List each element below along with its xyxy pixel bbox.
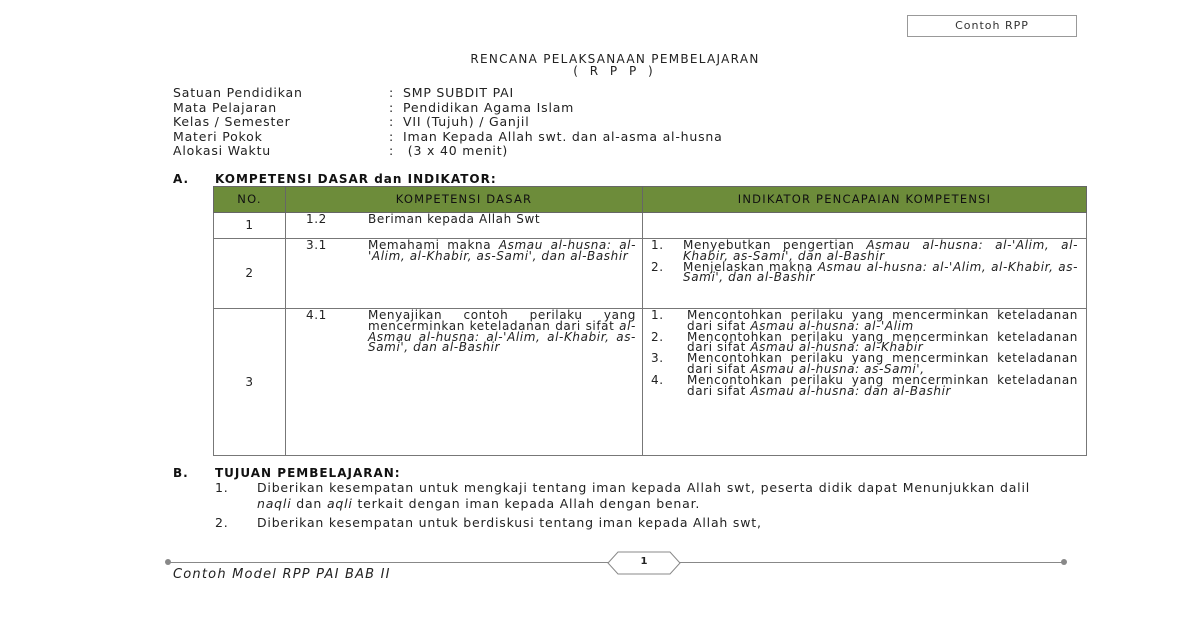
list-item: 1. Diberikan kesempatan untuk mengkaji tentang iman kepada Allah swt, peserta didik dapat Menunjukkan dalil naqli dan aqli terkait dengan iman kepada Allah dengan benar. <box>215 480 1030 511</box>
footer-text: Contoh Model RPP PAI BAB II <box>173 567 391 582</box>
meta-row: Alokasi Waktu : (3 x 40 menit) <box>173 143 509 159</box>
page-number: 1 <box>640 556 648 567</box>
indicator-item: 1. Mencontohkan perilaku yang mencerminkan keteladanan dari sifat Asmau al-husna: al-'Alim <box>651 308 1078 333</box>
meta-value: Iman Kepada Allah swt. dan al-asma al-husna <box>403 128 723 144</box>
indicator-item: 2. Menjelaskan makna Asmau al-husna: al-'Alim, al-Khabir, as-Sami', dan al-Bashir <box>651 259 1078 285</box>
kd-text: Beriman kepada Allah Swt <box>368 212 541 226</box>
meta-row: Kelas / Semester : VII (Tujuh) / Ganjil <box>173 114 530 130</box>
footer-dot-right <box>1061 559 1067 565</box>
kd-number: 1.2 <box>306 212 327 226</box>
meta-row: Satuan Pendidikan : SMP SUBDIT PAI <box>173 85 514 100</box>
table-row <box>214 213 1087 239</box>
meta-label: Mata Pelajaran <box>173 99 277 115</box>
table-row <box>214 309 1087 456</box>
meta-label: Alokasi Waktu <box>173 143 271 159</box>
row-number: 1 <box>214 213 286 239</box>
meta-row: Mata Pelajaran : Pendidikan Agama Islam <box>173 99 575 115</box>
document-title: RENCANA PELAKSANAAN PEMBELAJARAN <box>470 52 760 66</box>
identity-block <box>173 86 723 159</box>
competency-table <box>213 186 1087 456</box>
kd-text: Menyajikan contoh perilaku yang mencerminkan keteladanan dari sifat al-Asmau al-husna: al-'Alim, al-Khabir, as-Sami', dan al-Bashir <box>368 308 636 355</box>
header-kd: KOMPETENSI DASAR <box>286 187 643 213</box>
meta-label: Materi Pokok <box>173 128 263 144</box>
header-indicator: INDIKATOR PENCAPAIAN KOMPETENSI <box>643 187 1087 213</box>
row-number: 2 <box>214 239 286 309</box>
list-item: 2. Diberikan kesempatan untuk berdiskusi tentang iman kepada Allah swt, <box>215 515 762 530</box>
table-header-row <box>214 187 1087 213</box>
learning-objectives-list <box>215 480 1030 531</box>
document-subtitle: ( R P P ) <box>573 64 657 78</box>
kd-number: 4.1 <box>306 308 327 322</box>
indicator-item: 2. Mencontohkan perilaku yang mencerminkan keteladanan dari sifat Asmau al-husna: al-Khabir <box>651 329 1078 355</box>
meta-value: SMP SUBDIT PAI <box>403 85 514 100</box>
indicator-item: 1. Menyebutkan pengertian Asmau al-husna: al-'Alim, al-Khabir, as-Sami', dan al-Bashir <box>651 238 1078 263</box>
header-no: NO. <box>214 187 286 213</box>
meta-value: (3 x 40 menit) <box>403 143 509 159</box>
indicator-list <box>643 239 1086 283</box>
indicator-item: 4. Mencontohkan perilaku yang mencerminkan keteladanan dari sifat Asmau al-husna: dan al-Bashir <box>651 372 1078 398</box>
meta-row: Materi Pokok : Iman Kepada Allah swt. dan al-asma al-husna <box>173 128 723 144</box>
table-row <box>214 239 1087 309</box>
meta-value: Pendidikan Agama Islam <box>403 99 575 115</box>
meta-label: Kelas / Semester <box>173 114 291 130</box>
indicator-item: 3. Mencontohkan perilaku yang mencerminkan keteladanan dari sifat Asmau al-husna: as-Sami', <box>651 351 1078 376</box>
meta-value: VII (Tujuh) / Ganjil <box>403 114 530 130</box>
kd-number: 3.1 <box>306 238 327 252</box>
contoh-rpp-badge: Contoh RPP <box>907 15 1077 37</box>
row-number: 3 <box>214 309 286 456</box>
meta-label: Satuan Pendidikan <box>173 85 303 100</box>
indicator-list <box>643 309 1086 396</box>
kd-text: Memahami makna Asmau al-husna: al-'Alim, al-Khabir, as-Sami', dan al-Bashir <box>368 238 637 263</box>
document-page: Contoh RPP RENCANA PELAKSANAAN PEMBELAJARAN ( R P P ) Satuan Pendidikan : SMP SUBDIT PAI Mata Pelajaran : Pendidikan Agama Islam Kelas / Semester : VII (Tujuh) / Ganjil Materi Pokok : Iman Kepada Allah swt. dan al-asma al-husna Alokasi Waktu : (3 x 40 menit) A. KOMPETENSI DASAR dan INDIKATOR: NO. KOMPETENSI DASAR INDIKATOR PENCAPAIAN KOMPETENSI 1 1.2 Beriman kepada Allah Swt 2 3.1 Memahami makna Asmau al-husna: al-'Alim, al-Khabir, as-Sami', dan al-Bashir 1. Menyebutkan pengertian Asmau al-husna: al-'Alim, al-Khabir, as-Sami', dan al-Bashir 2. Menjelaskan makna Asmau al-husna: al-'Alim, al-Khabir, as-Sami', dan al-Bashir 3 4.1 Menyajikan contoh perilaku yang mencerminkan keteladanan dari sifat al-Asmau al-husna: al-'Alim, al-Khabir, as-Sami', dan al-Bashir 1. Mencontohkan perilaku yang mencerminkan keteladanan dari sifat Asmau al-husna: al-'Alim 2. Mencontohkan perilaku yang mencerminkan keteladanan dari sifat Asmau al-husna: al-Khabir 3. Mencontohkan perilaku yang mencerminkan keteladanan dari sifat Asmau al-husna: as-Sami', 4. Mencontohkan perilaku yang mencerminkan keteladanan dari sifat Asmau al-husna: dan al-Bashir B. TUJUAN PEMBELAJARAN: 1. Diberikan kesempatan untuk mengkaji tentang iman kepada Allah swt, peserta didik dapat Menunjukkan dalil naqli dan aqli terkait dengan iman kepada Allah dengan benar. 2. Diberikan kesempatan untuk berdiskusi tentang iman kepada Allah swt, 1 Contoh Model RPP PAI BAB II <box>0 0 1200 630</box>
footer-dot-left <box>165 559 171 565</box>
